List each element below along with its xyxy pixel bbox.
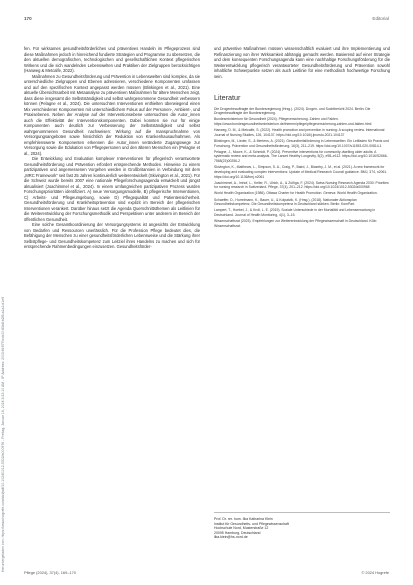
- reference-item: [214, 191, 390, 196]
- journal-citation: Pflege (2024), 37(4), 169–170: [24, 570, 76, 575]
- reference-text: Joachimmel, A., Imhof, L., Keller, R., Ulrich, A., & Zúñiga, F. (2024). Swiss Nursing Research Agenda 2030: Priorities for nursing research in Switzerland. Pflege, 37(4), 201–212. https://doi.org/10.1024/1012-5302/a000968: [214, 180, 389, 190]
- reference-item: [214, 128, 390, 137]
- body-column-right: [214, 46, 390, 230]
- reference-item: [214, 165, 390, 179]
- page-number: 170: [24, 16, 32, 21]
- reference-item: [214, 117, 390, 126]
- body-column-left: [24, 46, 200, 250]
- paragraph: Eine solche Gesamtkoordinierung der Versorgungsystems ist angesichts der Entwicklung von Bedarfen und Ressourcen unerlässlich. Für die Profession Pflege bedeutet dies, die Befähigung der Menschen zu einer gesundheitsförderlichen Lebensweise und die Stärkung ihrer Selbstpflege- und Gesundheitskompetenz zum Leitziel ihres Handelns zu machen und sich für entsprechende Rahmenbedingungen einzusetzen. Gesundheitsförder-: [24, 222, 200, 249]
- reference-item: [214, 219, 390, 228]
- reference-item: [214, 198, 390, 207]
- divider: [214, 512, 390, 513]
- paragraph: und präventive Maßnahmen müssen wissenschaftlich evaluiert und ihre Implementierung und Refinanzierung von ihrer Wirksamkeit abhängig gemacht werden. Basierend auf einer Strategie und dem konsequenten Forschungsagenda kann eine nachhaltige Forschungsförderung für die Weiterentwicklung pflegerisch verantworteter Gesundheitsförderung und Prävention sowohl inhaltliche Schwerpunkte setzen als auch Leitlinie für eine methodisch hochwertige Forschung sein.: [214, 46, 390, 79]
- reference-text: Schaeffer, D., Hurrelmann, K., Bauer, U., & Kolpatzik, K. (Hrsg.). (2018). Nationaler Aktionsplan Gesundheitskompetenz. Die Gesundheitskompetenz in Deutschland stärken. Berlin: KomPart.: [214, 197, 357, 207]
- literature-heading: Literatur: [214, 93, 241, 102]
- running-header: [24, 16, 389, 24]
- reference-list: [214, 107, 390, 229]
- author-name: Prof. Dr. rer. hum. Ilka Katharina Klein: [214, 517, 273, 521]
- download-notice-text: Heruntergeladen von: https://www.hogrefe.com/doi/pdf/10.1024/1012-5302/a000976 - Freitag, Januar 16, 2024 3:22:10 AM - IP Address: 2003:f4:977b:cb00:83b8:b2f3:a1a1:d1e9: [1, 296, 5, 572]
- reference-item: [214, 208, 390, 217]
- reference-text: World Health Organization (1986). Ottawa Charter for Health Promotion. Geneva: World Health Organization.: [214, 191, 378, 196]
- paragraph: fen. Für wirksames gesundheitsförderliches und präventives Handeln im Pflegeprozess sind diese Maßnahmen jedoch in hinreichend fundierte Strategien und Programme zu übersetzen, die den aktuellen demografischen, technologischen und gesellschaftlichen Kontext pflegerischen Wirkens und die sich wandelnden Lebenswelten und Praktiken der Zielgruppen berücksichtigen (Hanweg & Metcalfe, 2022).: [24, 46, 200, 73]
- copyright: © 2024 Hogrefe: [361, 570, 389, 575]
- reference-item: [214, 150, 390, 164]
- reference-text: Wissenschaftsrat (2023). Empfehlungen zur Weiterentwicklung der Pflegewissenschaft in Deutschland. Köln: Wissenschaftsrat.: [214, 219, 378, 228]
- author-city: 20095 Hamburg, Deutschland: [214, 530, 261, 535]
- reference-text: Pelagne, J., Moore, K., & Schmidt, P. (2024). Preventive interventions for community-dwelling older adults: A systematic review and meta-analysis. The Lancet Healthy Longevity, 5(2), e98–e112. https://doi.org/10.1016/S2666-7568(23)00256-2: [214, 149, 388, 164]
- reference-text: Hanweg, D. M., & Metcalfe, S. (2022). Health promotion and prevention in nursing: A scoping review. International Journal of Nursing Studies, 126, 104137. https://doi.org/10.1016/j.ijnurstu.2021.104137: [214, 128, 385, 137]
- paragraph: Maßnahmen zu Gesundheitsförderung und Prävention in Lebenswelten sind komplex, da sie unterschiedliche Zielgruppen und Ebenen adressieren, verschiedene Komponenten umfassen und auf den spezifischen Kontext angepasst werden müssen (Blinkingen et al., 2021). Eine aktuelle Übersichtsarbeit mit Metaanalyse zu präventiven Maßnahmen für ältere Menschen zeigt, dass diese insgesamt die Selbstständigkeit und selbst wahrgenommene Gesundheit verbessern können (Pelagne et al., 2024). Die untersuchten Interventionen enthielten überwiegend einen Mix verschiedener Komponenten mit unterschiedlichem Fokus auf der Personen-, Ambient-, und Praxisebenen. Neben der Analyse auf der Interventionsebene untersuchten die Autor_innen auch die Effektivität der Interventionskomponenten. Dabei konnten sie nur für einige Komponenten auch deutlich zur Verbesserung der Selbstständigkeit und selbst wahrgenommenen Gesundheit nachweisen: Wirkung auf die Inanspruchnahme von Versorgungsangeboten sowie hinsichtlich der Reduktion von Krankenhausaufnahmen. Als empfehlenswerte Komponenten erkennen die Autor_innen veränderte Zugangswege zur Versorgung sowie die Edukation von Pflegepersonen und den älteren Menschen ein (Pelagne et al., 2024).: [24, 73, 200, 156]
- reference-text: Die Drogenbeauftragte der Bundesregierung (Hrsg.). (2024). Drogen- und Suchtbericht 2024. Berlin: Die Drogenbeauftragte der Bundesregierung.: [214, 106, 371, 116]
- author-institution: Institut für Gesundheits- und Pflegewissenschaft: [214, 521, 289, 526]
- reference-text: Blinkingen, M., Lieder, S., & Mertens, A. (2021). Gesundheitsförderung in Lebenswelten: Ein Leitfaden für Praxis und Forschung. Prävention und Gesundheitsförderung, 16(3), 211–219. https://doi.org/10.1007/s11553-020-00814-1: [214, 138, 389, 148]
- reference-text: Skivington, K., Matthews, L., Simpson, S. A., Craig, P., Baird, J., Blazeby, J. M., et al. (2021). A new framework for developing and evaluating complex interventions: Update of Medical Research Council guidance. BMJ, 374, n2061. https://doi.org/10.1136/bmj.n2061: [214, 165, 388, 179]
- author-address: Hochschule Nord, Musterstraße 12: [214, 526, 269, 531]
- reference-item: [214, 181, 390, 190]
- download-notice: [1, 12, 8, 572]
- paragraph: Die Entwicklung und Evaluation komplexer Interventionen für pflegerisch verantwortete Gesundheitsförderung und Prävention erfordert entsprechende Methoden. Hinweise zu einem partizipativen und angemessenen Vorgehen werden in Großbritannien in Verbindung mit dem „MRC Framework“ seit fast 25 Jahren kontinuierlich weiterentwickelt (Skivington et al., 2021). Für die Schweiz wurde bereits 2007 eine nationale Pflegeforschungsagenda entwickelt und jüngst aktualisiert (Joachimmel et al., 2024). In einem umfangreichen partizipativen Prozess wurden Forschungsprioritäten identifiziert. A) neue Versorgungsmodelle, B) pflegerische Interventionen, C) Arbeits- und Pflegeumgebung, sowie D) Pflegequalität und Patientensicherheit. Gesundheitsförderung und Krankheitsprävention sind explizit im Bereich der pflegerischen Interventionen verankert. Darüber hinaus setzt die Agenda Querschnittsthemen als Leitlinien für die Weiterentwicklung der Forschungsmethodik und Perspektiven unter anderem im Bereich der öffentlichen Gesundheit.: [24, 156, 200, 222]
- author-correspondence: [214, 512, 390, 540]
- running-title: Editorial: [372, 16, 389, 21]
- reference-item: [214, 139, 390, 148]
- reference-text: Bundesministerium für Gesundheit (2024). Pflegeversicherung. Zahlen und Fakten. https://www.bundesgesundheitsministerium.de/themen/pflege/pflegeversicherung-zahlen-und-fakten.html: [214, 117, 372, 126]
- reference-text: Lampert, T., Hoebel, J., & Kroll, L. E. (2019). Soziale Unterschiede in der Mortalität und Lebenserwartung in Deutschland. Journal of Health Monitoring, 4(1), 3–15.: [214, 208, 376, 218]
- reference-item: [214, 107, 390, 116]
- page-footer: [24, 570, 389, 576]
- author-email: ilka.klein@hs-nord.de: [214, 535, 248, 540]
